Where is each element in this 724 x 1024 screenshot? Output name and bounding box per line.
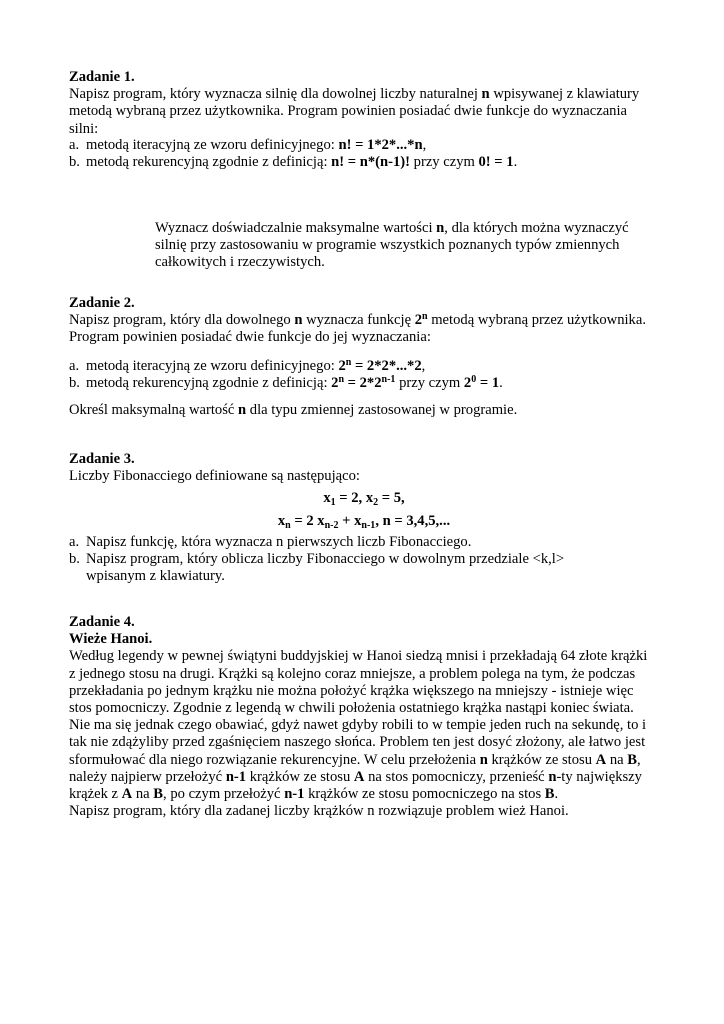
task-1-line-3: silni:: [69, 120, 99, 137]
task-4: [69, 614, 681, 820]
task-3-formula-2: $x_n = 2$ $x_{n-2} + x_{n-1}$, n = 3,4,5,...: [277, 513, 451, 531]
task-1-line-2: metodą wybraną przez użytkownika. Program powinien posiadać dwie funkcje do wyznaczania: [69, 103, 628, 120]
task-4-line-6: tak nie zdążyliby przed zgaśnięciem naszego słońca. Problem ten jest dosyć złożony, ale łatwo jest: [69, 734, 646, 751]
task-1-list: [0, 137, 680, 171]
task-1: [69, 69, 659, 138]
task-3-item-b: b. Napisz program, który oblicza liczby Fibonacciego w dowolnym przedziale <k,l> wpisanym z klawiatury.: [69, 551, 565, 585]
task-2-list: [0, 358, 680, 392]
task-4-line-1: Według legendy w pewnej świątyni buddyjskiej w Hanoi siedzą mnisi i przekładają 64 złote krążki: [69, 648, 648, 665]
task-1-item-b: b. metodą rekurencyjną zgodnie z definicją: n! = n*(n-1)! przy czym 0! = 1.: [69, 154, 518, 171]
task-4-line-8: należy najpierw przełożyć n-1 krążków ze stosu A na stos pomocniczy, przenieść n-ty największy: [69, 768, 642, 785]
task-2-item-b: b. metodą rekurencyjną zgodnie z definicją: $2^n = 2*2^{n-1}$ przy czym $2^0 = 1$.: [69, 374, 503, 392]
task-3-line-1: Liczby Fibonacciego definiowane są następująco:: [69, 468, 360, 485]
task-4-line-3: przekładania po jednym krążku nie można położyć krążka większego na mniejszy - istnieje więc: [69, 682, 634, 699]
task-4-line-10: Napisz program, który dla zadanej liczby krążków n rozwiązuje problem wież Hanoi.: [69, 803, 569, 820]
task-4-line-5: Nie ma się jednak czego obawiać, gdyż nawet gdyby robili to w tempie jeden ruch na sekundę, to i: [69, 717, 647, 734]
task-3-list: [0, 534, 680, 586]
task-3-title: Zadanie 3.: [69, 451, 135, 467]
task-1-line-1: Napisz program, który wyznacza silnię dla dowolnej liczby naturalnej n wpisywanej z klawiatury: [69, 86, 640, 103]
task-4-subtitle: Wieże Hanoi.: [69, 631, 153, 648]
task-3-formula-1: $x_1 = 2$, $x_2 = 5$,: [323, 490, 405, 508]
task-2-line-1: Napisz program, który dla dowolnego n wyznacza funkcję 2$^n$ metodą wybraną przez użytkownika.: [69, 311, 646, 329]
task-3-item-a: a. Napisz funkcję, która wyznacza n pierwszych liczb Fibonacciego.: [69, 534, 472, 550]
task-2-line-2: Program powinien posiadać dwie funkcje do jej wyznaczania:: [69, 329, 431, 346]
task-2-item-a: a. metodą iteracyjną ze wzoru definicyjnego: $2^n = 2*2*...*2$,: [69, 357, 426, 374]
task-1-item-a: a. metodą iteracyjną ze wzoru definicyjnego: n! = 1*2*...*n,: [69, 137, 427, 153]
task-1-title: Zadanie 1.: [69, 69, 135, 85]
task-1-note: Wyznacz doświadczalnie maksymalne wartości n, dla których można wyznaczyć silnię przy zastosowaniu w programie wszystkich poznanych typów zmiennych całkowitych i rzeczywistych.: [155, 220, 629, 271]
task-4-line-9: krążek z A na B, po czym przełożyć n-1 krążków ze stosu pomocniczego na stos B.: [69, 786, 559, 803]
task-4-line-4: stos pomocniczy. Zgodnie z legendą w chwili położenia ostatniego krążka nastąpi koniec świata.: [69, 700, 634, 717]
task-4-title: Zadanie 4.: [69, 614, 135, 630]
task-2-question: Określ maksymalną wartość n dla typu zmiennej zastosowanej w programie.: [69, 402, 518, 418]
task-2: [69, 295, 669, 347]
task-4-line-7: sformułować dla niego rozwiązanie rekurencyjne. W celu przełożenia n krążków ze stosu A na B,: [69, 751, 641, 768]
task-2-title: Zadanie 2.: [69, 295, 135, 311]
task-4-line-2: z jednego stosu na drugi. Krążki są kolejno coraz mniejsze, a problem polega na tym, że podczas: [69, 665, 636, 682]
task-3: [69, 451, 659, 485]
